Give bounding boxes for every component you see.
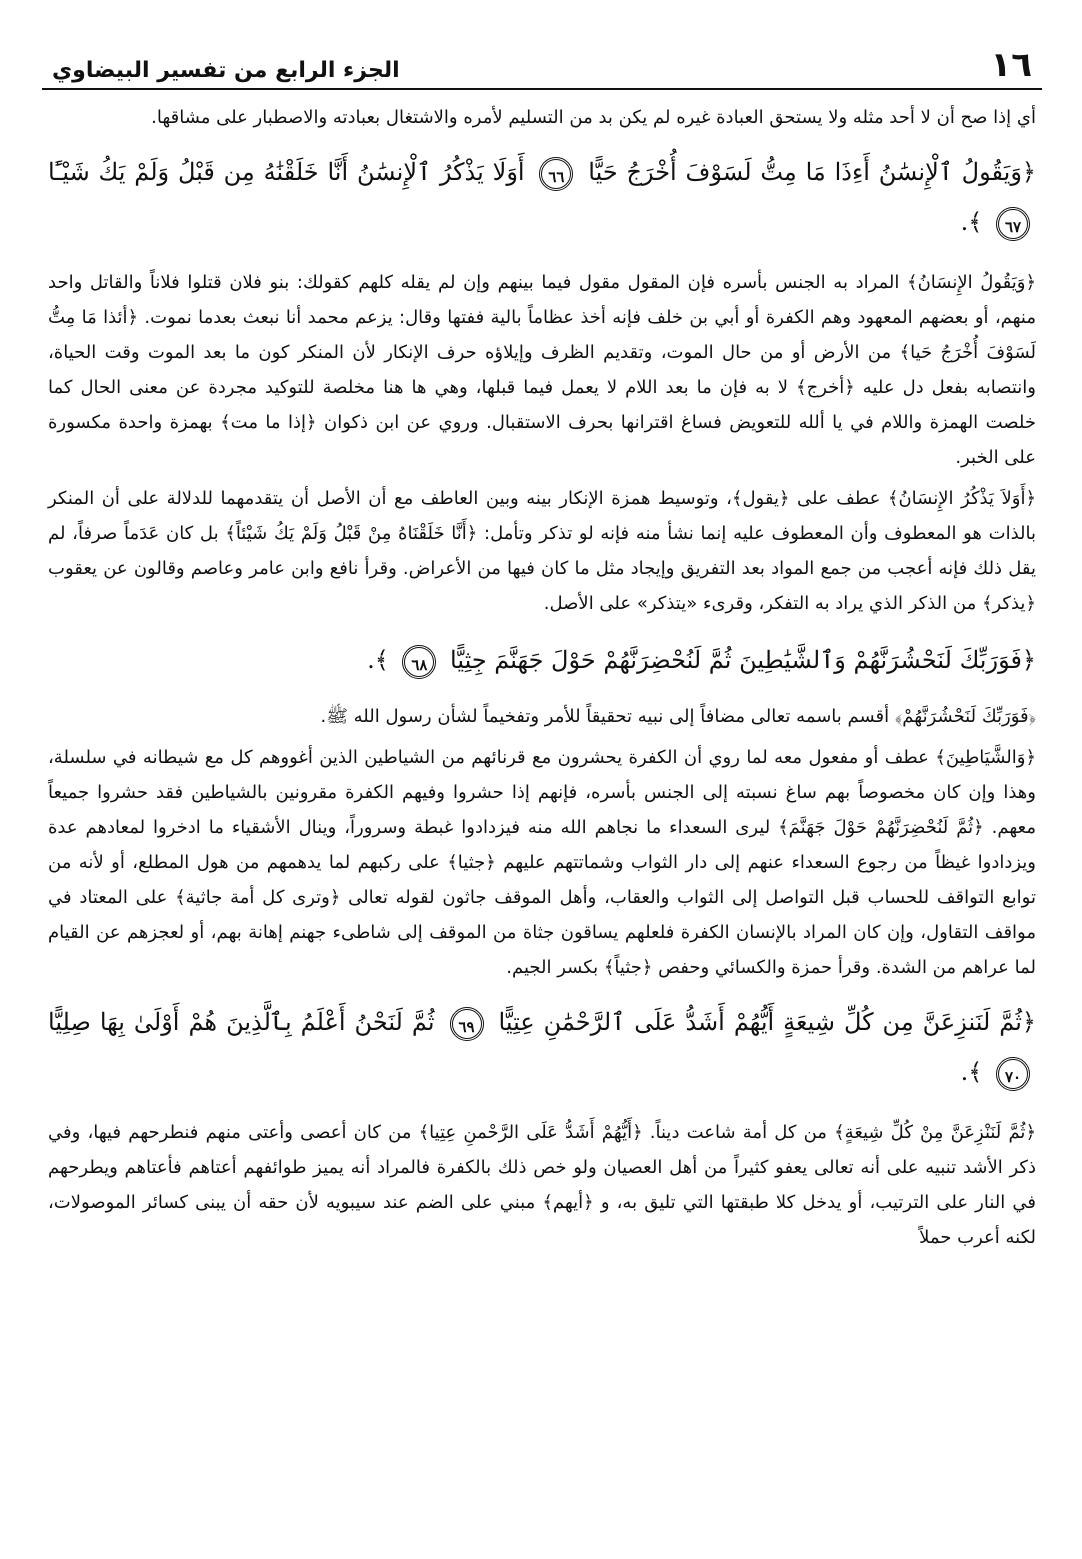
ayah-number-mark: ٦٨	[402, 645, 436, 679]
page-number: ١٦	[990, 45, 1032, 85]
paragraph: أي إذا صح أن لا أحد مثله ولا يستحق العبادة غيره لم يكن بد من التسليم لأمره والاشتغال بعبادته والاصطبار على مشاقها.	[151, 107, 1036, 128]
verse-text: أَوَلَا يَذْكُرُ ٱلْإِنسَٰنُ أَنَّا خَلَقْنَٰهُ مِن قَبْلُ وَلَمْ يَكُ شَيْـًٔا	[48, 158, 525, 186]
ayah-number-mark: ٦٦	[539, 157, 573, 191]
page-header	[42, 40, 1042, 90]
verse-text: ثُمَّ لَنَحْنُ أَعْلَمُ بِٱلَّذِينَ هُمْ أَوْلَىٰ بِهَا صِلِيًّا	[48, 1008, 435, 1036]
verse-end: ﴾.	[960, 208, 983, 236]
quran-verse	[48, 997, 1036, 1097]
paragraph: ﴿وَيَقُولُ الإِنسَانُ﴾ المراد به الجنس بأسره فإن المقول مقول فيما بينهم وإن لم يقله كلهم كقولك: بنو فلان قتلوا فلاناً والقاتل واحد منهم، أو بعضهم المعهود وهم الكفرة أو أبي بن خلف فإنه أخذ عظاماً بالية ففتها وقال: يزعم محمد أنا نبعث بعدما نموت. ﴿أئذا مَا مِتُّ لَسَوْفَ أُخْرَجُ حَيا﴾ من الأرض أو من حال الموت، وتقديم الظرف وإيلاؤه حرف الإنكار لأن المنكر كون ما بعد الموت وقت الحياة، وانتصابه بفعل دل عليه ﴿أخرج﴾ لا به فإن ما بعد اللام لا يعمل فيما قبلها، وهي ها هنا مخلصة للتوكيد مجردة عن معنى الحال كما خلصت الهمزة واللام في يا ألله للتعويض فساغ اقترانها بحرف الاستقبال. وروي عن ابن ذكوان ﴿إذا ما مت﴾ بهمزة واحدة مكسورة على الخبر.	[48, 272, 1036, 468]
verse-text: ﴿فَوَرَبِّكَ لَنَحْشُرَنَّهُمْ وَٱلشَّيَٰطِينَ ثُمَّ لَنُحْضِرَنَّهُمْ حَوْلَ جَهَنَّمَ جِثِيًّا	[450, 646, 1036, 674]
verse-text: ﴿ثُمَّ لَنَنزِعَنَّ مِن كُلِّ شِيعَةٍ أَيُّهُمْ أَشَدُّ عَلَى ٱلرَّحْمَٰنِ عِتِيًّا	[498, 1008, 1036, 1036]
ayah-number-mark: ٧٠	[996, 1057, 1030, 1091]
paragraph: ﴿ثُمَّ لَنَنْزِعَنَّ مِنْ كُلِّ شِيعَةٍ﴾ من كل أمة شاعت ديناً. ﴿أَيُّهُمْ أَشَدُّ عَلَى الرَّحْمنِ عِتِيا﴾ من كان أعصى وأعتى منهم فنطرحهم فيها، وفي ذكر الأشد تنبيه على أنه تعالى يعفو كثيراً من أهل العصيان ولو خص ذلك بالكفرة فالمراد أنه يميز طوائفهم أعتاهم فأعتاهم ويطرحهم في النار على الترتيب، أو يدخل كلا طبقتها التي تليق به، و ﴿أيهم﴾ مبني على الضم عند سيبويه لأن حقه أن يبنى كسائر الموصولات، لكنه أعرب حملاً	[48, 1122, 1036, 1248]
paragraph: ﴿أَوَلاَ يَذْكُرُ الإِنسَانُ﴾ عطف على ﴿يقول﴾، وتوسيط همزة الإنكار بينه وبين العاطف مع أن الأصل أن يتقدمهما للدلالة على أن المنكر بالذات هو المعطوف وأن المعطوف عليه إنما نشأ منه فإنه لو تذكر وتأمل: ﴿أَنَّا خَلَقْنَاهُ مِنْ قَبْلُ وَلَمْ يَكُ شَيْئاً﴾ بل كان عَدَماً صرفاً، لم يقل ذلك فإنه أعجب من جمع المواد بعد التفريق وإيجاد مثل ما كان فيها من الأعراض. وقرأ نافع وابن عامر وعاصم وقالون عن يعقوب ﴿يذكر﴾ من الذكر الذي يراد به التفكر، وقرىء «يتذكر» على الأصل.	[48, 488, 1036, 614]
paragraph: ﴿فَوَرَبِّكَ لَنَحْشُرَنَّهُمْ﴾ أقسم باسمه تعالى مضافاً إلى نبيه تحقيقاً للأمر وتفخيماً لشأن رسول الله ﷺ.	[320, 706, 1036, 727]
verse-text: ﴿وَيَقُولُ ٱلْإِنسَٰنُ أَءِذَا مَا مِتُّ لَسَوْفَ أُخْرَجُ حَيًّا	[588, 158, 1036, 186]
quran-verse	[48, 147, 1036, 247]
book-page	[42, 40, 1042, 1261]
verse-end: ﴾.	[367, 646, 389, 674]
quran-verse	[48, 635, 1036, 685]
page-body	[42, 90, 1042, 1255]
ayah-number-mark: ٦٩	[450, 1007, 484, 1041]
running-title: الجزء الرابع من تفسير البيضاوي	[52, 58, 400, 83]
verse-end: ﴾.	[960, 1058, 983, 1086]
ayah-number-mark: ٦٧	[996, 207, 1030, 241]
paragraph: ﴿وَالشَّيَاطِينَ﴾ عطف أو مفعول معه لما روي أن الكفرة يحشرون مع قرنائهم من الشياطين الذين أغووهم كل مع شيطانه في سلسلة، وهذا وإن كان مخصوصاً بهم ساغ نسبته إلى الجنس بأسره، فإنهم إذا حشروا وفيهم الكفرة مقرونين بالشياطين فقد حشروا جميعاً معهم. ﴿ثُمَّ لَنُحْضِرَنَّهُمْ حَوْلَ جَهَنَّمَ﴾ ليرى السعداء ما نجاهم الله منه فيزدادوا غبطة وسروراً، وينال الأشقياء ما ادخروا لمعادهم عدة ويزدادوا غيظاً من رجوع السعداء عنهم إلى دار الثواب وشماتتهم عليهم ﴿جثيا﴾ على ركبهم لما يدهمهم من هول المطلع، أو لأنه من توابع التواقف للحساب قبل التواصل إلى الثواب والعقاب، وأهل الموقف جاثون لقوله تعالى ﴿وترى كل أمة جاثية﴾ على المعتاد في مواقف التقاول، وإن كان المراد بالإنسان الكفرة فلعلهم يساقون جثاة من الموقف إلى شاطىء جهنم إهانة بهم، أو لعجزهم عن القيام لما عراهم من الشدة. وقرأ حمزة والكسائي وحفص ﴿جثياً﴾ بكسر الجيم.	[48, 747, 1036, 978]
